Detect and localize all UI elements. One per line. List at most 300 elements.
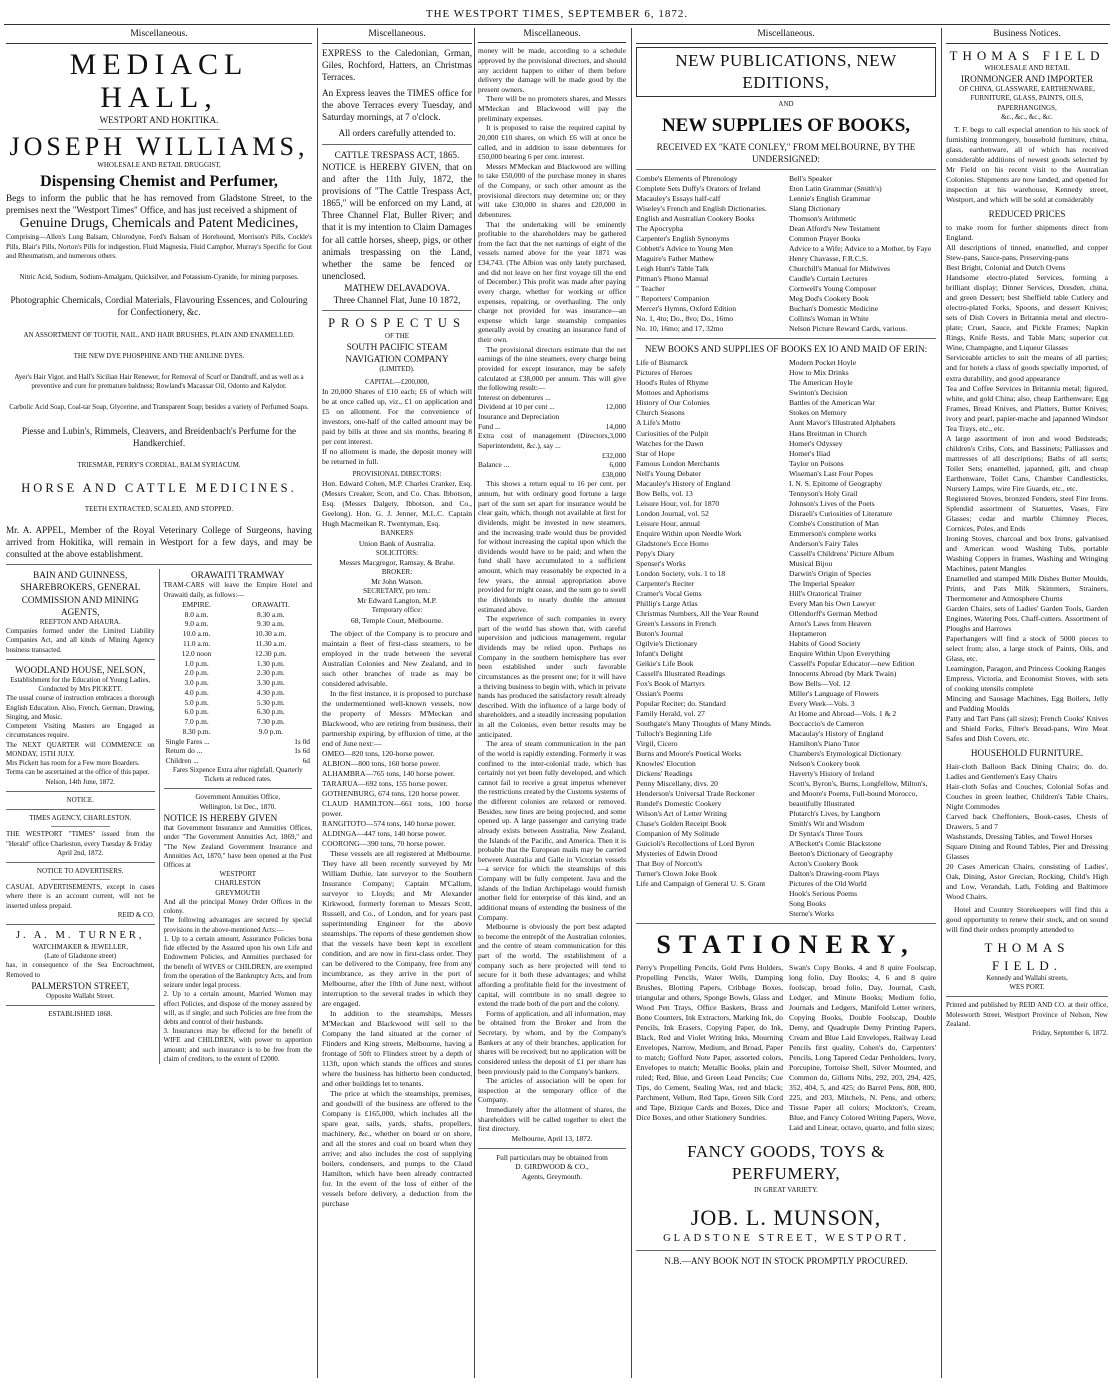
cattle-body: NOTICE is HEREBY GIVEN, that on and after the 11th July, 1872, the provisions of "The Cattle Trespass Act, 1865," will be enforced on my Land, at Three Channel Flat, Buller River; and that it is my intention to Claim Damages for all cattle horses, sheep, pigs, or other animals trespassing on the Land, whether the same be fenced or unenclosed. [322, 161, 472, 281]
annuities-body2: And all the principal Money Order Offices in the colony. [163, 897, 312, 916]
column-divider [631, 28, 632, 1378]
timetable-cell: 5.30 p.m. [256, 697, 285, 707]
book-item: Song Books [789, 899, 826, 909]
book-item: Homer's Odyssey [789, 438, 843, 448]
book-item: Combe's Constitution of Man [789, 518, 879, 528]
timetable-cell: 6.0 p.m. [184, 707, 209, 717]
kennedy-text: Kennedy and Wallabi streets, [986, 973, 1068, 982]
masthead: THE WESTPORT TIMES, SEPTEMBER 6, 1872. [425, 8, 689, 20]
ship-item: RANGITOTO—574 tons, 140 horse power. [322, 818, 456, 828]
book-item: Nell's Young Debater [636, 468, 701, 478]
woodland-body5: Terms can be ascertained at the office of this paper. [6, 768, 150, 777]
timetable-row [164, 659, 313, 669]
book-item: Enquire Within Upon Everything [789, 648, 890, 658]
express-paragraph: EXPRESS to the Caledonian, Grman, Giles, Rochford, Hatters, an Christmas Terraces. [322, 47, 472, 82]
furniture-item: 20 Cases American Chairs, consisting of Ladies', Oak, Dining, Astor Grecian, Rocking, Child's High and Low, Verandah, Lath, Folding and Baltimore Wood Chairs. [946, 862, 1108, 902]
fare-cell: Return do ... [165, 746, 203, 756]
carbolic-paragraph: Carbolic Acid Soap, Coal-tar Soap, Glycerine, and Transparent Soap; besides a variety of Perfumed Soaps. [9, 403, 309, 412]
variety-text: IN GREAT VARIETY. [754, 1185, 818, 1194]
book-item: Henderson's Universal Trade Reckoner [636, 789, 755, 799]
object-paragraph: The object of the Company is to procure and maintain a fleet of first-class steamers, to be employed in the trade between the several Australian Colonies and New Zealand, and in such other branches of trade as may be considered advisable. [322, 628, 472, 688]
book-item: Cornwell's Young Composer [789, 284, 877, 294]
book-item: The American Hoyle [789, 378, 853, 388]
fare-cell: 1s 6d [294, 746, 310, 756]
book-item: Chase's Golden Receipt Book [636, 819, 727, 829]
book-item: A'Beckett's Comic Blackstone [789, 839, 882, 849]
book-item: Leisure Hour, vol. for 1870 [636, 498, 720, 508]
book-item: Bow Bells, vol. 13 [636, 488, 693, 498]
teeth-paragraph: TEETH EXTRACTED, SCALED, AND STOPPED. [84, 504, 234, 513]
nitric-paragraph: Nitric Acid, Sodium, Sodium-Amalgam, Quicksilver, and Potassium-Cyanide, for mining purposes. [19, 272, 299, 281]
furniture-item: Carved back Cheffoniers, Book-cases, Chests of Drawers, 5 and 7 [946, 812, 1108, 832]
timetable-cell: 7.0 p.m. [184, 717, 209, 727]
book-item: Popular Reciter; do. Standard [636, 698, 726, 708]
stationery-list [636, 963, 936, 1133]
received-text: RECEIVED EX "KATE CONLEY," FROM MELBOURNE, BY THE UNDERSIGNED: [656, 141, 916, 164]
column-1-split [6, 569, 312, 1064]
book-item: London Journal, vol. 52 [636, 508, 709, 518]
reduced-prices: REDUCED PRICES [988, 209, 1066, 220]
timetable-row [164, 649, 313, 659]
annuities-place-1: WESTPORT [219, 870, 257, 879]
annuities-body3: The following advantages are secured by special provisions in the above-mentioned Acts:— [163, 916, 312, 934]
book-item: Lennie's English Grammar [789, 194, 871, 204]
turner-title: J. A. M. TURNER, [15, 930, 145, 942]
book-item: Darwin's Origin of Species [789, 568, 872, 578]
munson-heading: JOB. L. MUNSON, [690, 1204, 882, 1230]
dye-paragraph: THE NEW DYE PHOSPHINE AND THE ANILINE DYES. [73, 351, 245, 360]
annuities-item: 2. Up to a certain amount, Married Women may effect Policies, and dispose of the money assured by will, as if single; and such Policies are free from the debts and control of their husbands. [163, 990, 312, 1026]
book-item: Pitman's Phono Manual [636, 274, 709, 284]
book-item: Habits of Good Society [789, 638, 861, 648]
timetable-cell: 7.30 p.m. [256, 717, 285, 727]
timetable-row [164, 610, 313, 620]
woodland-sub: Establishment for the Education of Young Ladies, [10, 675, 151, 684]
dispensing-heading: Dispensing Chemist and Perfumer, [40, 172, 278, 190]
book-item: Penny Miscellany, divs. 20 [636, 779, 718, 789]
furniture-item: Washstands, Dressing Tables, and Towel Horses [946, 832, 1093, 842]
timetable-header-cell: ORAWAITI. [251, 599, 290, 609]
turner-body: has, in consequence of the Sea Encroachment, Removed to [6, 961, 155, 979]
make-room: to make room for further shipments direct from England. [946, 223, 1108, 243]
orawaiti-extra: Fares Sixpence Extra after nightfall. Quarterly Tickets at reduced rates. [172, 765, 303, 784]
articles-paragraph: The articles of association will be open for inspection at the temporary office of the Company. [478, 1076, 626, 1105]
experience-paragraph: The experience of such companies in every part of the world has shown that, with careful supervision and judicious management, regular dividends may be relied upon. Perhaps no Company in the southern hemisphere has ever been established under such favorable circumstances as the present one; for it will have a thriving business to begin with, which in private hands has produced the satisfactory result already described. With the influence of a large body of shareholders, and a steadily increasing population in all the Colonies, even better results may be anticipated. [478, 614, 626, 739]
nb-text: N.B.—ANY BOOK NOT IN STOCK PROMPTLY PROCURED. [664, 1255, 908, 1266]
book-item: Virgil, Cicero [636, 738, 678, 748]
book-item: Innocents Abroad (by Mark Twain) [789, 668, 897, 678]
estimate-value: £32,000 [601, 450, 626, 460]
fare-cell: 1s 0d [294, 736, 310, 746]
ship-item: ALBION—800 tons, 160 horse power. [322, 758, 441, 768]
book-item: Wilson's Art of Letter Writing [636, 809, 727, 819]
book-item: Advice to a Wife; Advice to a Mother, by Faye Henry Chavasse, F.R.C.S. [789, 244, 932, 264]
book-item: Boccaccio's de Cameron [789, 718, 864, 728]
thomas-field-heading: THOMAS FIELD [949, 47, 1105, 63]
stationery-heading: STATIONERY, [656, 930, 916, 960]
book-item: Hood's Rules of Rhyme [636, 378, 709, 388]
book-item: London Society, vols. 1 to 18 [636, 568, 726, 578]
limited: (LIMITED). [379, 365, 415, 374]
field-item: Registered Stoves, bronzed Fenders, steel Fire Irons. Splendid assortment of Statuettes, Vases, Fire Glasses; cedar and marble Chimney Pieces, Cornices, Poles, and Ends [946, 493, 1108, 533]
book-item: At Home and Abroad—Vols. 1 & 2 [789, 708, 897, 718]
book-item: Curiosities of the Pulpit [636, 428, 709, 438]
timetable-cell: 10.30 a.m. [255, 629, 287, 639]
furniture-item: Square Dining and Round Tables, Pier and Dressing Glasses [946, 842, 1108, 862]
woodland-body4: Mrs Pickett has room for a Few more Boarders. [6, 759, 140, 768]
places: WESTPORT AND HOKITIKA. [99, 114, 219, 125]
book-item: Knowles' Elocution [636, 759, 696, 769]
fare-cell: Single Fares ... [165, 736, 210, 746]
area-paragraph: The area of steam communication in the part of the world is rapidly extending. Formerly it was confined to the inter-colonial trade, which has certainly not yet been fully developed, and which cannot fail to receive a great impetus whenever the restrictions created by the Customs systems of the different colonies are relaxed or removed. Besides, new lines are being projected, and some opened up. A large passenger and carrying trade already exists between Australia, New Zealand, the Islands of the Pacific, and America. Then it is probable that the European mails may be carried between Australia and Galle in Victorian vessels—a service for which the steamships of this Company will be fully competent. Java and the islands of the Indian Archipelago would furnish another field for enterprise of this kind, and an additional means of extending the business of the Company. [478, 739, 626, 922]
ship-item: COORONG—390 tons, 70 horse power. [322, 838, 446, 848]
estimate-row [478, 402, 626, 412]
timetable-cell: 11.30 a.m. [255, 639, 287, 649]
book-item: Spenser's Works [636, 558, 686, 568]
agency-heading: TIMES AGENCY, CHARLESTON. [29, 814, 132, 823]
book-item: The Imperial Speaker [789, 578, 855, 588]
field-items [946, 243, 1108, 744]
book-item: Church Seasons [636, 408, 685, 418]
cattle-date: Three Channel Flat, June 10 1872, [333, 295, 461, 306]
estimate-row [478, 470, 626, 480]
prospectus-heading: PROSPECTUS [328, 316, 466, 331]
timetable-cell: 3.0 p.m. [184, 678, 209, 688]
erin-heading: NEW BOOKS AND SUPPLIES OF BOOKS EX IO AND MAID OF ERIN: [644, 344, 928, 355]
book-item: Plutarch's Lives, by Langhorn [789, 809, 881, 819]
book-item: Guicioli's Recollections of Lord Byron [636, 839, 755, 849]
field-item: Garden Chairs, sets of Ladies' Garden Tools, Garden Engines, Watering Pots, Chaff-cutters. Assortment of Ploughs and Harrows [946, 603, 1108, 633]
timetable-header-cell: EMPIRE. [182, 599, 212, 609]
forms-paragraph: Forms of application, and all information, may be obtained from the Broker and from the Secretary, by whom, and by the Company's Bankers at any of their branches, application for shares will be received; but no application will be considered unless the deposit of £1 per share has been previously paid to the Company's bankers. [478, 1008, 626, 1076]
book-item: Ogilvie's Dictionary [636, 638, 698, 648]
turner-street: PALMERSTON STREET, [31, 980, 130, 991]
annuities-items [164, 935, 313, 1064]
bankers-title: BANKERS [380, 529, 414, 538]
book-item: Pepy's Diary [636, 548, 675, 558]
column-heading: Miscellaneous. [478, 28, 626, 43]
book-item: Turner's Clown Joke Book [636, 869, 718, 879]
book-item: Macauley's History of England [636, 478, 731, 488]
china-text: OF CHINA, GLASSWARE, EARTHENWARE, [959, 85, 1095, 94]
book-item: Wiseley's French and English Dictionaries. [636, 204, 767, 214]
timetable-row [164, 619, 313, 629]
book-item: Geikie's Life Book [636, 658, 694, 668]
willing-paragraph: Messrs M'Meckan and Blackwood are willing to take £50,000 of the purchase money in shares of the Company, or such other amount as the provisional directors may determine on; or they will take £30,000 in shares and £20,000 in debentures. [478, 161, 626, 219]
field-item: Mincing and Sausage Machines, Egg Boilers, Jelly and Pudding Moulds [946, 694, 1108, 714]
book-item: Maguire's Father Mathew [636, 254, 715, 264]
timetable-cell: 1.30 p.m. [256, 658, 285, 668]
assortment-paragraph: AN ASSORTMENT OF TOOTH, NAIL, AND HAIR BRUSHES, PLAIN AND ENAMELLED. [23, 330, 295, 339]
book-item: Gladstone's Ecce Homo [636, 538, 709, 548]
notice-heading: NOTICE. [66, 795, 94, 804]
turner-est: ESTABLISHED 1868. [48, 1010, 113, 1019]
book-item: Cobbett's Advice to Young Men [636, 244, 733, 254]
book-item: Watches for the Dawn [636, 438, 704, 448]
estimate-value: 3,000 [609, 431, 626, 441]
book-item: Emmerson's complete works [789, 528, 877, 538]
book-item: Acton's Cookery Book [789, 859, 859, 869]
book-item: Buton's Journal [636, 628, 684, 638]
timetable-cell: 12.30 p.m. [255, 648, 287, 658]
woodland-body1: The usual course of instruction embraces a thorough English Education. Also, French, German, Drawing, Singing, and Music. [6, 694, 155, 721]
gladstone-street: GLADSTONE STREET, WESTPORT. [663, 1232, 909, 1244]
field-sign: THOMAS FIELD. [984, 940, 1070, 973]
field-item: Patty and Tart Pans (all sizes); French Cooks' Knives and Shield Forks, Filter's Bread-pans, Wire Meat Safes and Dish Covers, etc. [946, 714, 1108, 744]
field-item: A large assortment of iron and wood Bedsteads; children's Cribs, Cots, and Bassinets; Palliasses and mattresses of all descriptions; Baths of all sorts; Toilet Sets; enamelled, japanned, gilt, and cheap Earthenware, Toilet Cans, Chamber Candlesticks, Nursery Lamps, wire Fire Guards, etc., etc. [946, 433, 1108, 493]
book-item: Enquire Within upon Needle Work [636, 528, 742, 538]
furniture-item: Hair-cloth Sofas and Couches, Colonial Sofas and Couches in green leather, Children's Table Chairs, Night Commodes [946, 782, 1108, 812]
book-item: Anderson's Fairy Tales [789, 538, 859, 548]
jw-subtitle: WHOLESALE AND RETAIL DRUGGIST, [97, 161, 221, 170]
book-item: Hamilton's Piano Tutor [789, 738, 860, 748]
book-item: Beeton's Dictionary of Geography [789, 849, 894, 859]
allotment: If no allotment is made, the deposit money will be returned in full. [322, 446, 472, 466]
book-item: Burns and Moore's Poetical Works [636, 749, 742, 758]
annuities-item: 3. Insurances may be effected for the benefit of WIFE and CHILDREN, with power to apportion amount; and such insurance is to be free from the claim of creditors, to the extent of £2000. [163, 1027, 312, 1063]
date-text: Melbourne, April 13, 1872. [511, 1133, 593, 1143]
reid-sign: REID & CO. [117, 910, 155, 919]
woodland-body3: The NEXT QUARTER will COMMENCE on MONDAY, 15TH JULY. [6, 740, 155, 758]
photographic-paragraph: Photographic Chemicals, Cordial Materials, Flavouring Essences, and Colouring for Confectionery, &c. [10, 295, 308, 318]
book-item: Swinton's Decision [789, 388, 848, 398]
new-supplies-heading: NEW SUPPLIES OF BOOKS, [661, 114, 911, 136]
woodland-cond: Conducted by Mrs PICKETT. [38, 685, 123, 694]
book-item: Leisure Hour, annual [636, 518, 701, 528]
book-item: Eton Latin Grammar (Smith's) [789, 184, 882, 194]
book-item: Infant's Delight [636, 648, 684, 658]
book-item: No. 1, 4to; Do., 8vo; Do., 16mo [636, 314, 734, 324]
book-item: Dickens' Readings [636, 769, 693, 779]
book-item: Nelson's Cookery book [789, 759, 860, 769]
estimate-label: Dividend at 10 per cent ... [478, 402, 555, 412]
book-item: Life and Campaign of General U. S. Grant [636, 879, 766, 889]
cattle-title: CATTLE TRESPASS ACT, 1865. [334, 149, 460, 160]
fare-row [164, 746, 313, 756]
book-item: Dalton's Drawing-room Plays [789, 869, 880, 879]
medical-hall-heading: MEDIACL HALL, [69, 47, 249, 114]
appel-paragraph: Mr. A. APPEL, Member of the Royal Veterinary College of Surgeons, having arrived from Hokitika, will remain in Westport for a few days, and may be consulted at the above establishment. [6, 524, 312, 560]
estimate-value: 12,000 [605, 402, 626, 412]
book-item: Wiseman's Last Four Popes [789, 468, 873, 478]
book-item: No. 10, 16mo; and 17, 32mo [636, 324, 724, 334]
solicitors-title: SOLICITORS: [375, 548, 419, 557]
estimate-label: Fund ... [478, 421, 501, 431]
field-item: Empress, Victoria, and Economist Stoves, with sets of cooking utensils complete [946, 673, 1108, 693]
girdwood-text: D. GIRDWOOD & CO., [515, 1162, 589, 1172]
office-addr: 68, Temple Court, Melbourne. [350, 615, 444, 625]
book-item: Carpenter's Reciter [636, 578, 695, 588]
estimate-label: Extra cost of management (Directors, Superintendent, &c.), say ... [478, 431, 610, 450]
cattle-sign: MATHEW DELAVADOVA. [344, 283, 450, 294]
orawaiti-fares [164, 737, 313, 766]
casual-body: CASUAL ADVERTISEMENTS, except in cases where there is an account current, will not be inserted unless prepaid. [6, 883, 155, 910]
book-item: Johnson's Lives of the Poets [789, 498, 875, 508]
book-item: Fox's Book of Martyrs [636, 678, 705, 688]
secretary-name: Mr Edward Langton, M.P. [357, 596, 437, 606]
field-item: Tea and Coffee Services in Britannia metal; figured, white, and gold China; also, cheap Earthenware; Egg Frames, Bread Knives, and Platters, Butter Knives; ivory and pearl, papier-mache and japanned Windsor Tea Trays, etc., etc. [946, 383, 1108, 433]
furniture-item: Hair-cloth Balloon Back Dining Chairs; do. do. Ladies and Gentlemen's Easy Chairs [946, 762, 1108, 782]
book-item: Cassell's Childrens' Picture Album [789, 548, 895, 558]
book-item: Ollendorff's German Method [789, 608, 878, 618]
timetable-cell: 4.30 p.m. [256, 687, 285, 697]
printed-text: Printed and published by REID AND CO. at their office, Molesworth Street, Westport Province of Nelson, New Zealand. [946, 1001, 1108, 1028]
book-item: Southgate's Many Thoughts of Many Minds. [636, 718, 772, 728]
book-item: Phillip's Large Atlas [636, 598, 698, 608]
triesmar-paragraph: TRIESMAR, PERRY'S CORDIAL, BALM SYRIACUM. [77, 460, 241, 469]
book-item: Complete Sets Duffy's Orators of Ireland [636, 184, 761, 194]
intro-paragraph: T. F. begs to call especial attention to his stock of furnishing ironmongery, household furniture, china, glass, earthenware, all of which has received considerable additions of newest goods selected by Mr Field on his recent visit to the Australian Colonies. Shipments are now landed, and opened for inspection at his warehouse, Kennedy street, Westport, and which will be sold at considerably [946, 125, 1108, 205]
advertisers-heading: NOTICE TO ADVERTISERS. [36, 866, 124, 875]
timetable-cell: 9.0 a.m. [184, 619, 209, 629]
column-2 [322, 28, 472, 1378]
comprising-paragraph: Comprising—Allen's Lung Balsam, Chlorodyne, Ford's Balsam of Horehound, Morrison's Pills, Cockle's Pills, Blair's Pills, Norton's Pills for indigestion, Fluid Magnesia, Fluid Camphor, Murray's Specific for Gout and Rheumatism, and numerous others. [6, 233, 312, 260]
timetable-cell: 8.0 a.m. [184, 609, 209, 619]
genuine-heading: Genuine Drugs, Chemicals and Patent Medicines, [19, 215, 299, 231]
left-subcolumn [6, 569, 155, 1064]
timetable-row [164, 698, 313, 708]
timetable-cell: 9.30 a.m. [257, 619, 285, 629]
book-item: Leigh Hunt's Table Talk [636, 264, 709, 274]
book-item: Modern Pocket Hoyle [789, 358, 857, 368]
column-4 [636, 28, 936, 1378]
stationery-b: Swan's Copy Books, 4 and 8 quire Foolscap, long folio, Day Books; 4, 6 and 8 quire foolscap, broad folio, Day, Journal, Cash, Ledger, and Minute Books; Medium folio, Journals and Ledgers, Manifold Letter writers, Copying Books, Double Foolscap, Double Demy, and Quadruple Demy Printing Papers, Cream and Blue Laid Envelopes, Railway Lead Pencils first quality, Cohen's do, Carpenters' Pencils, Long Tapered Cedar Penholders, Ivory, Porcupine, Tortoise Shell, Silver Mounted, and Common do, Gillotts Nibs, 292, 203, 294, 425, 352, 404, 5, and 425; do Barrel Pens, 808, 800, 225, and 203, Mitchels, N. Pens, and others; Tissue Paper all colors; Mockton's, Cream, Blue, and Fancy Colored Writing Papers, Wove, Laid and Linear, octavo, quarto, and folio sizes; [789, 962, 936, 1132]
agents-text: Agents, Greymouth. [521, 1171, 583, 1181]
estimate-value: 6,000 [609, 460, 626, 470]
book-item: Taylor on Poisons [789, 458, 844, 468]
ship-item: ALHAMBRA—765 tons, 140 horse power. [322, 768, 455, 778]
annuities-place-3: GREYMOUTH [215, 888, 261, 897]
book-item: Christmas Numbers, All the Year Round [636, 608, 759, 618]
estimate-table [478, 393, 626, 480]
fancy-heading: FANCY GOODS, TOYS & PERFUMERY, [687, 1141, 885, 1184]
timetable-cell: 10.0 a.m. [182, 629, 211, 639]
first-paragraph: In the first instance, it is proposed to purchase the undermentioned well-known vessels, now the property of Messrs M'Meckan and Blackwood, who are retiring from business, their partnership expiring, by effluxion of time, at the end of June next:— [322, 688, 472, 748]
book-item: Famous London Merchants [636, 458, 720, 468]
fare-row [164, 756, 313, 766]
annuities-body: that Government Insurance and Annuities Offices, under "The Government Annuities Act, 1869," and "The New Zealand Government Insurance and Annuities Act, 1870," have been opened at the Post Offices at [163, 824, 312, 869]
book-item: Tennyson's Holy Grail [789, 488, 858, 498]
book-item: Miller's Language of Flowers [789, 688, 879, 698]
annuities-item: 1. Up to a certain amount, Assurance Policies bona fide effected by the Assured upon his own Life and Endowment Policies, and Annuities purchased for the benefit of WIVES or CHILDREN, are exempted from the operation of the Bankruptcy Acts, and from seizure under legal process. [163, 934, 312, 990]
book-item: Dr Syntax's Three Tours [789, 829, 863, 839]
timetable-row [164, 639, 313, 649]
book-item: Scott's, Byron's, Burns, Longfellow, Milton's, and Moore's Poems, Full-bound Morocco, beautifully Illustrated [789, 779, 928, 809]
melbourne-paragraph: Melbourne is obviously the port best adapted to become the entrepôt of the Australian colonies, and the centre of steam communication for this part of the world. The establishment of a company such as here projected will tend to secure for it both these advantages; and whilst affording a profitable field for the investment of capital, will contribute in no small degree to extend the trade both of the port and the colony. [478, 922, 626, 1009]
column-3 [478, 28, 626, 1378]
estimate-row [478, 460, 626, 470]
woodland-date: Nelson, 14th June, 1872. [45, 777, 116, 786]
timetable-row [164, 727, 313, 737]
piesse-paragraph: Piesse and Lubin's, Rimmels, Cleavers, and Breidenbach's Perfume for the Handkerchief. [21, 425, 297, 448]
field-item: Paperhangers will find a stock of 5000 pieces to select from; also, a large stock of Paints, Oils, and Glass, etc. [946, 633, 1108, 663]
express-paragraph-3: All orders carefully attended to. [338, 128, 456, 139]
column-heading: Miscellaneous. [6, 28, 312, 44]
column-5 [946, 28, 1108, 1378]
book-item: Slang Dictionary [789, 204, 841, 214]
book-item: Sterne's Works [789, 909, 835, 919]
solicitors: Messrs Macgregor, Ramsay, & Brahe. [339, 557, 455, 567]
addition-paragraph: In addition to the steamships, Messrs M'Meckan and Blackwood will sell to the Company the land situated at the corner of Flinders and King streets, Melbourne, having a frontage of 50ft to Flinders street by a depth of 113ft, upon which stands the offices and stores where the business has hitherto been conducted, and other buildings let to tenants. [322, 1009, 472, 1089]
timetable-cell: 2.0 p.m. [184, 668, 209, 678]
orawaiti-body: TRAM-CARS will leave the Empire Hotel and Orawaiti daily, as follows:— [163, 581, 312, 599]
broker-title: BROKER: [381, 567, 413, 576]
fare-cell: 6d [302, 756, 310, 766]
column-divider [941, 28, 942, 1378]
book-item: Ossian's Poems [636, 688, 684, 698]
field-item: All descriptions of tinned, enamelled, and copper Stew-pans, Sauce-pans, Preserving-pans [946, 243, 1108, 263]
right-subcolumn [159, 569, 313, 1064]
book-item: Common Prayer Books [789, 234, 861, 244]
book-item: Hook's Serious Poems [789, 889, 858, 899]
estimate-row [478, 393, 626, 403]
estimate-paragraph: The provisional directors estimate that the net earnings of the nine steamers, every charge being provided for except insurance, may be safely calculated at £38,000 per annum. This will give the following result:— [478, 344, 626, 393]
estimate-label: Interest on debentures ... [478, 392, 551, 402]
timetable-row [164, 678, 313, 688]
book-list-2 [636, 358, 936, 919]
office-title: Temporary office: [371, 606, 423, 615]
timetable-cell: 5.0 p.m. [184, 697, 209, 707]
book-item: " Reporters' Companion [636, 294, 710, 304]
column-1 [6, 28, 312, 1378]
estimate-row [478, 412, 626, 422]
book-item: Bow Bells—Vol. 12 [789, 678, 851, 688]
ayers-paragraph: Ayer's Hair Vigor, and Hall's Sicilian Hair Renewer, for Removal of Scurf or Dandruff, and as well as a preventive and cure for premature baldness; Rowland's Macassar Oil, Odonto and Kalydor. [14, 372, 304, 391]
household-heading: HOUSEHOLD FURNITURE. [970, 748, 1084, 759]
express-paragraph-2: An Express leaves the TIMES office for the above Terraces every Tuesday, and Saturday mornings, at 7 o'clock. [322, 87, 472, 123]
book-item: " Teacher [636, 284, 665, 294]
company-name: SOUTH PACIFIC STEAM NAVIGATION COMPANY [345, 342, 449, 365]
money-paragraph: money will be made, according to a schedule approved by the provisional directors, and should any accident happen to either of them before delivery the damage will be made good by the present owners. [478, 46, 626, 94]
book-item: Haverty's History of Ireland [789, 769, 875, 779]
ironmonger-text: IRONMONGER AND IMPORTER [960, 73, 1094, 84]
book-item: Cramer's Vocal Gems [636, 588, 702, 598]
orawaiti-timetable [164, 600, 313, 737]
timetable-cell: 4.0 p.m. [184, 687, 209, 697]
timetable-cell: 6.30 p.m. [256, 707, 285, 717]
book-item: Meg Dod's Cookery Book [789, 294, 869, 304]
book-item: Aunt Mavor's Illustrated Alphabets [789, 418, 896, 428]
book-item: Cassell's Illustrated Readings [636, 668, 726, 678]
begs-paragraph: Begs to inform the public that he has removed from Gladstone Street, to the premises next the "Westport Times" Office, and has just received a shipment of [6, 192, 312, 215]
book-item: Buchan's Domestic Medicine [789, 304, 879, 314]
orawaiti-title: ORAWAITI TRAMWAY [191, 570, 285, 581]
book-item: Carpenter's English Synonyms [636, 234, 730, 244]
field-item: Ironing Stoves, charcoal and box Irons, galvanised and American wood Washing Tubs, portable Washing Coppers in frames, Washing and Wringing Machines, patent Mangles [946, 533, 1108, 573]
book-item: Mercer's Hymns, Oxford Edition [636, 304, 737, 314]
book-item: Pictures of the Old World [789, 879, 867, 889]
full-text: Full particulars may be obtained from [496, 1152, 608, 1162]
column-heading: Business Notices. [946, 28, 1108, 44]
estimate-row [478, 431, 626, 450]
ship-item: ALDINGA—447 tons, 140 horse power. [322, 828, 447, 838]
timetable-cell: 12.0 noon [181, 648, 212, 658]
ship-item: OMEO—820 tons, 120-horse power. [322, 748, 435, 758]
book-item: Disraeli's Curiosities of Literature [789, 508, 893, 518]
masthead-rule [4, 24, 1110, 25]
timetable-cell: 2.30 p.m. [256, 668, 285, 678]
price-paragraph: The price at which the steamships, premises, and goodwill of the business are offered to the Company is £165,000, which includes all the spare gear, sails, yards, shafts, propellers, machinery, &c., whether on board or on shore, and all the stores and coal on board when they arrive; and also includes the cost of supplying boilers, condensers, and pumps to the Claud Hamilton, which have been already contracted for. In the event of the loss of either of the vessels before delivery, a deduction from the purchase [322, 1089, 472, 1209]
estimate-value: 14,000 [605, 421, 626, 431]
field-item: Enamelled and stamped Milk Dishes Butter Moulds, Prints, and Pats Milk Skimmers, Strainers, Thermometer and Atmosphere Churns [946, 573, 1108, 603]
stationery-a: Perry's Propelling Pencils, Gold Pens Holders, Propelling Pencils, Water Wells, Damping Brushes, Blotting Papers, Cribbage Boxes, triangular and others, Sponge Bowls, Glass and Wood Pen Trays, Office Baskets, Brass and Bone Counters, Ink Extractors, Marking Ink, do Pencils, Ink Erasers, Copying Paper, do Ink, Black, Red and Violet Writing Inks, Mourning Envelopes, Narrow, Medium, and Broad, Paper to match; Gofford Note Paper, assorted colors, Envelopes to match; Metallic Books, plain and ruled; Red, Blue, and Green Lead Pencils; Cue Tips, do Cement, Sealing Wax, red and black; Parchment, Vellum, Red Tape, Green Silk Cord and Tape, Bizique Cards and Boxes, Dice and Dice Boxes, and other Stationery Sundries. [636, 962, 783, 1122]
broker: Mr John Watson. [371, 577, 423, 586]
timetable-row [164, 629, 313, 639]
secretary-title: SECRETARY, pro tem.: [363, 587, 431, 596]
bain-places: REEFTON AND AHAURA. [39, 617, 121, 626]
book-item: A Life's Motto [636, 418, 681, 428]
bankers: Union Bank of Australia. [358, 538, 436, 548]
